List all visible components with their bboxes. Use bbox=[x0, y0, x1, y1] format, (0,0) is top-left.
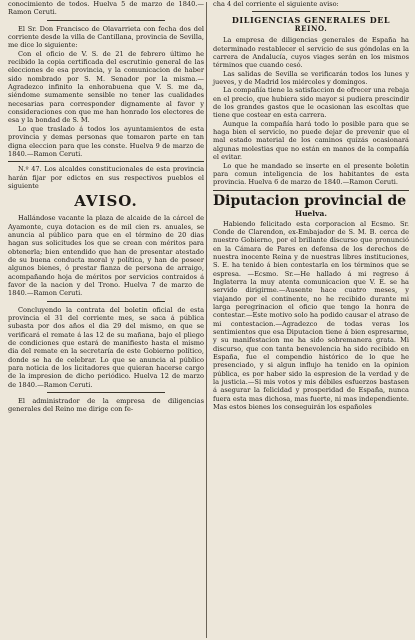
diligencias-heading: DILIGENCIAS GENERALES DEL bbox=[231, 15, 391, 26]
diputacion-subheading: Huelva. bbox=[295, 208, 327, 218]
diputacion-heading: Diputacion provincial de bbox=[213, 192, 407, 209]
paragraph-clarendon: Habiendo felicitado esta corporacion al Ecsmo. Sr. Conde de Clarendon, ex-Embajador de S. M. B. cerca de nuestro Gobierno, por el brillante discurso que pronunció en la Cámara de Pares en defensa de los derechos de nuestra inocente Reina y de nuestras libres instituciones, S. E. ha tenido á bien contestarla en los términos que se espresa. —Ecsmo. Sr.—He hallado á mi regreso á Inglaterra la muy atenta comunicacion que V. E. se ha servido dirigirme.—Ausente hace cuatro meses, y viajando por el continente, no he recibido durante mi larga peregrinacion el oficio que tengo la honra de contestar.—Este motivo solo ha podido causar el atraso de mi contestacion.—Agradezco de todas veras los sentimientos que esa Diputacion tiene á bien espresarme, y su manifestacion me ha sido sobremanera grata. Mi discurso, que con tanta benevolencia ha sido recibido en España, fue el compendio histórico de lo que he presenciado, y si algun influjo ha tenido en la opinion pública, es por haber sido la espresion de la verdad y de la justicia.—Si mis votos y mis débiles esfuerzos bastasen á asegurar la felicidad y prosperidad de España, nunca fuera esta mas dichosa, mas fuerte, ni mas independiente. Mas estos bienes los conseguirán los españoles bbox=[213, 219, 409, 412]
divider bbox=[252, 11, 370, 12]
paragraph-caminos: Aunque la compañía hará todo lo posible para que se haga bien el servicio, no puede dejar de prevenir que el mal estado material de los caminos quizás ocasionará algunas molestias que no están en manos de la compañía el evitar. bbox=[213, 119, 409, 162]
divider bbox=[47, 20, 165, 21]
divider bbox=[47, 392, 165, 393]
paragraph-rebaja: La compañía tiene la satisfaccion de ofrecer una rebaja en el precio, que hubiera sido mayor si pudiera prescindir de los grandes gastos que le ocasionan las escoltas que tiene que costear en esta carrera. bbox=[213, 86, 409, 120]
divider bbox=[47, 301, 165, 302]
paragraph-diligencias-intro: El administrador de la empresa de diligencias generales del Reino me dirige con fe- bbox=[8, 397, 204, 414]
paragraph-boletin-contract: Concluyendo la contrata del boletin oficial de esta provincia el 31 del corriente mes, se saca á pública subasta por dos años el dia 29 del mismo, en que se verificará el remate á las 12 de su mañana, bajo el pliego de condiciones que estará de manifiesto hasta el mismo dia del remate en la secretaría de este Gobierno político, donde se ha de celebrar. Lo que se anuncia al público para noticia de los licitadores que quieran hacerse cargo de la impresion de dicho periódico. Huelva 12 de marzo de 1840.—Ramon Ceruti. bbox=[8, 305, 204, 389]
column-divider bbox=[206, 2, 207, 638]
right-column bbox=[213, 0, 409, 411]
paragraph-olavarrieta-closing: Lo que traslado á todos los ayuntamientos de esta provincia y demas personas que tomaron parte en tan digna eleccion para que les conste. Huelva 9 de marzo de 1840.—Ramon Ceruti. bbox=[8, 124, 204, 158]
paragraph-alcaide-vacancy: Hallándose vacante la plaza de alcaide de la cárcel de Ayamonte, cuya dotacion es de mil cien rs. anuales, se anuncia al público para que en el término de 20 dias hagan sus solicitudes los que se crean con méritos para obtenerla; bien entendido que han de presentar atestado de su buena conducta moral y política, y han de poseer algunos bienes, ó prestar fianza de persona de arraigo, acompañando hoja de méritos por servicios contraidos á favor de la nacion y del Trono. Huelva 7 de marzo de 1840.—Ramon Ceruti. bbox=[8, 214, 204, 298]
left-column bbox=[8, 0, 204, 414]
notice-number-47: N.º 47. Los alcaldes constitucionales de esta provincia harán fijar por edictos en sus respectivos pueblos el siguiente bbox=[8, 165, 204, 190]
aviso-heading: AVISO. bbox=[74, 192, 138, 211]
paragraph-olavarrieta-letter: Con el oficio de V. S. de 21 de febrero último he recibido la copia certificada del escrutinio general de las elecciones de esa provincia, y la comunicacion de haber sido nombrado por S. M. Senador por la misma.— Agradezco infinito la enhorabuena que V. S. me da, siéndome sumamente sensible no tener las cualidades necesarias para corresponder dignamente al favor y consideraciones con que me han honrado los electores de esa y la bondad de S. M. bbox=[8, 49, 204, 125]
paragraph-salidas: Las salidas de Sevilla se verificarán todos los lunes y jueves, y de Madrid los miércoles y domingos. bbox=[213, 69, 409, 87]
paragraph-aviso-date: cha 4 del corriente el siguiente aviso: bbox=[213, 0, 339, 8]
paragraph-olavarrieta-end: conocimiento de todos. Huelva 5 de marzo de 1840.—Ramon Ceruti. bbox=[8, 0, 204, 17]
paragraph-olavarrieta-intro: El Sr. Don Francisco de Olavarrieta con fecha dos del corriente desde la villa de Cantillana, provincia de Sevilla, me dice lo siguiente: bbox=[8, 24, 204, 50]
divider bbox=[8, 161, 204, 162]
divider bbox=[213, 190, 409, 191]
paragraph-inserte: Lo que he mandado se inserte en el presente boletin para comun inteligencia de los habitantes de esta provincia. Huelva 6 de marzo de 1840.—Ramon Ceruti. bbox=[213, 161, 409, 187]
paragraph-gondolas: La empresa de diligencias generales de España ha determinado restablecer el servicio de sus góndolas en la carrera de Andalucía, cuyos viages serán en los mismos términos que cuando cesó. bbox=[213, 36, 409, 70]
diligencias-subheading: REINO. bbox=[294, 24, 328, 34]
